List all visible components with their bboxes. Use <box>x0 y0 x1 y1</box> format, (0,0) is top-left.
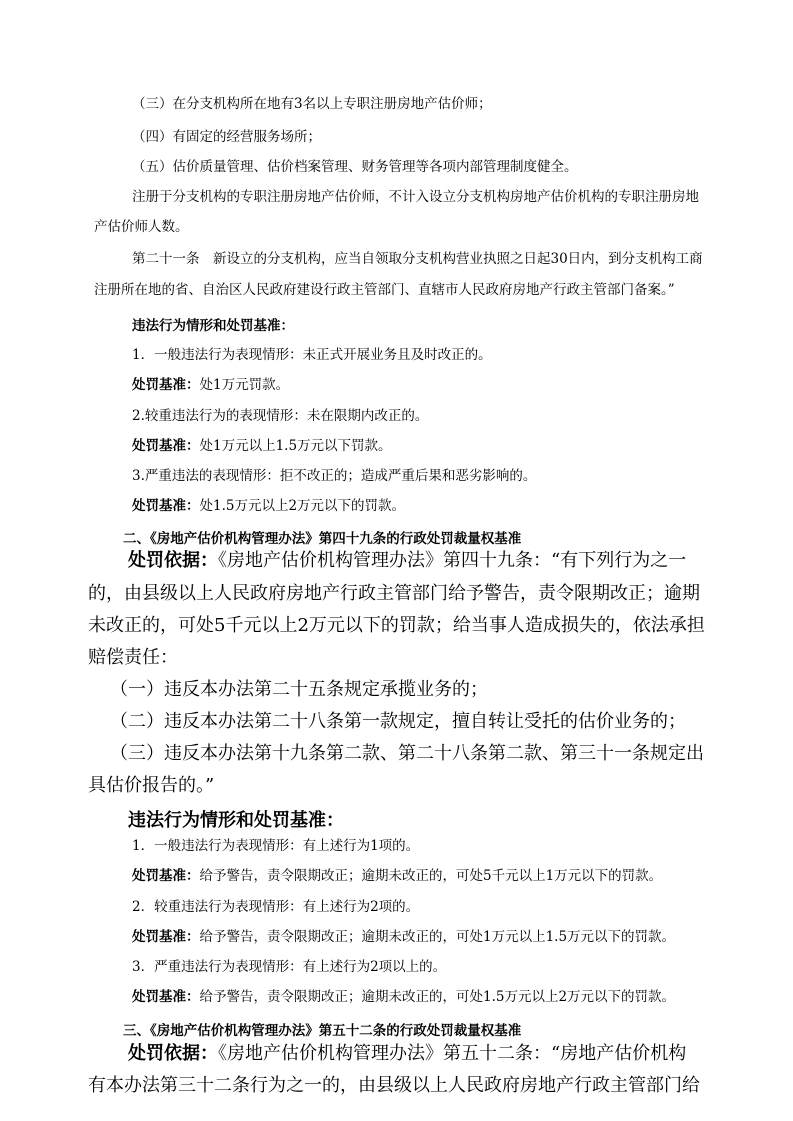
penalty-line <box>132 376 289 394</box>
paragraph: （四）有固定的经营服务场所； <box>132 129 321 145</box>
penalty-line <box>132 497 405 515</box>
basis-line: 赔偿责任： <box>88 647 178 668</box>
basis-line: 未改正的，可处5千元以上2万元以下的罚款；给当事人造成损失的，依法承担 <box>88 615 705 636</box>
basis-label: 处罚依据： <box>128 550 218 571</box>
penalty-text: 处1万元罚款。 <box>199 377 290 393</box>
paragraph: 注册所在地的省、自治区人民政府建设行政主管部门、直辖市人民政府房地产行政主管部门备案。” <box>94 282 675 298</box>
penalty-line <box>132 867 662 885</box>
penalty-line <box>132 437 392 455</box>
penalty-text: 给予警告，责令限期改正；逾期未改正的，可处1万元以上1.5万元以下的罚款。 <box>199 929 676 945</box>
list-item: 3.严重违法的表现情形：拒不改正的；造成严重后果和恶劣影响的。 <box>132 468 537 484</box>
basis-line <box>128 1042 686 1066</box>
basis-line: 有本办法第三十二条行为之一的，由县级以上人民政府房地产行政主管部门给 <box>88 1075 700 1096</box>
penalty-line <box>132 928 675 946</box>
list-item: 具估价报告的。” <box>88 775 215 796</box>
penalty-label: 处罚基准： <box>132 989 200 1005</box>
paragraph: 第二十一条 新设立的分支机构，应当自领取分支机构营业执照之日起30日内，到分支机构工商 <box>132 251 703 267</box>
penalty-label: 处罚基准： <box>132 438 200 454</box>
section-title: 二、《房地产估价机构管理办法》第四十九条的行政处罚裁量权基准 <box>123 531 522 547</box>
penalty-label: 处罚基准： <box>132 377 200 393</box>
penalty-label: 处罚基准： <box>132 498 200 514</box>
list-item: 1．一般违法行为表现情形：有上述行为1项的。 <box>132 838 420 854</box>
penalty-label: 处罚基准： <box>132 868 200 884</box>
list-item: 2．较重违法行为表现情形：有上述行为2项的。 <box>132 899 420 915</box>
basis-line <box>128 549 686 573</box>
list-item: （三）违反本办法第十九条第二款、第二十八条第二款、第三十一条规定出 <box>110 743 704 764</box>
list-item: 3．严重违法行为表现情形：有上述行为2项以上的。 <box>132 959 447 975</box>
list-item: 2.较重违法行为的表现情形：未在限期内改正的。 <box>132 408 429 424</box>
list-item: （一）违反本办法第二十五条规定承揽业务的； <box>110 679 488 700</box>
penalty-text: 处1万元以上1.5万元以下罚款。 <box>199 438 392 454</box>
list-item: 1．一般违法行为表现情形：未正式开展业务且及时改正的。 <box>132 347 492 363</box>
penalty-text: 处1.5万元以上2万元以下的罚款。 <box>199 498 406 514</box>
section-heading: 违法行为情形和处罚基准： <box>128 810 344 831</box>
basis-text: 《房地产估价机构管理办法》第四十九条：“有下列行为之一 <box>218 550 687 571</box>
paragraph: 产估价师人数。 <box>94 219 189 235</box>
paragraph: （五）估价质量管理、估价档案管理、财务管理等各项内部管理制度健全。 <box>132 159 578 175</box>
penalty-text: 给予警告，责令限期改正；逾期未改正的，可处1.5万元以上2万元以下的罚款。 <box>199 989 676 1005</box>
basis-line: 的，由县级以上人民政府房地产行政主管部门给予警告，责令限期改正；逾期 <box>88 583 700 604</box>
penalty-line <box>132 988 675 1006</box>
section-title: 三、《房地产估价机构管理办法》第五十二条的行政处罚裁量权基准 <box>123 1023 522 1039</box>
basis-text: 《房地产估价机构管理办法》第五十二条：“房地产估价机构 <box>218 1043 687 1064</box>
penalty-text: 给予警告，责令限期改正；逾期未改正的，可处5千元以上1万元以下的罚款。 <box>199 868 663 884</box>
basis-label: 处罚依据： <box>128 1043 218 1064</box>
paragraph: 注册于分支机构的专职注册房地产估价师，不计入设立分支机构房地产估价机构的专职注册房地 <box>132 189 699 205</box>
paragraph: （三）在分支机构所在地有3名以上专职注册房地产估价师； <box>132 96 492 112</box>
list-item: （二）违反本办法第二十八条第一款规定，擅自转让受托的估价业务的； <box>110 711 686 732</box>
penalty-label: 处罚基准： <box>132 929 200 945</box>
section-heading: 违法行为情形和处罚基准： <box>132 318 294 334</box>
